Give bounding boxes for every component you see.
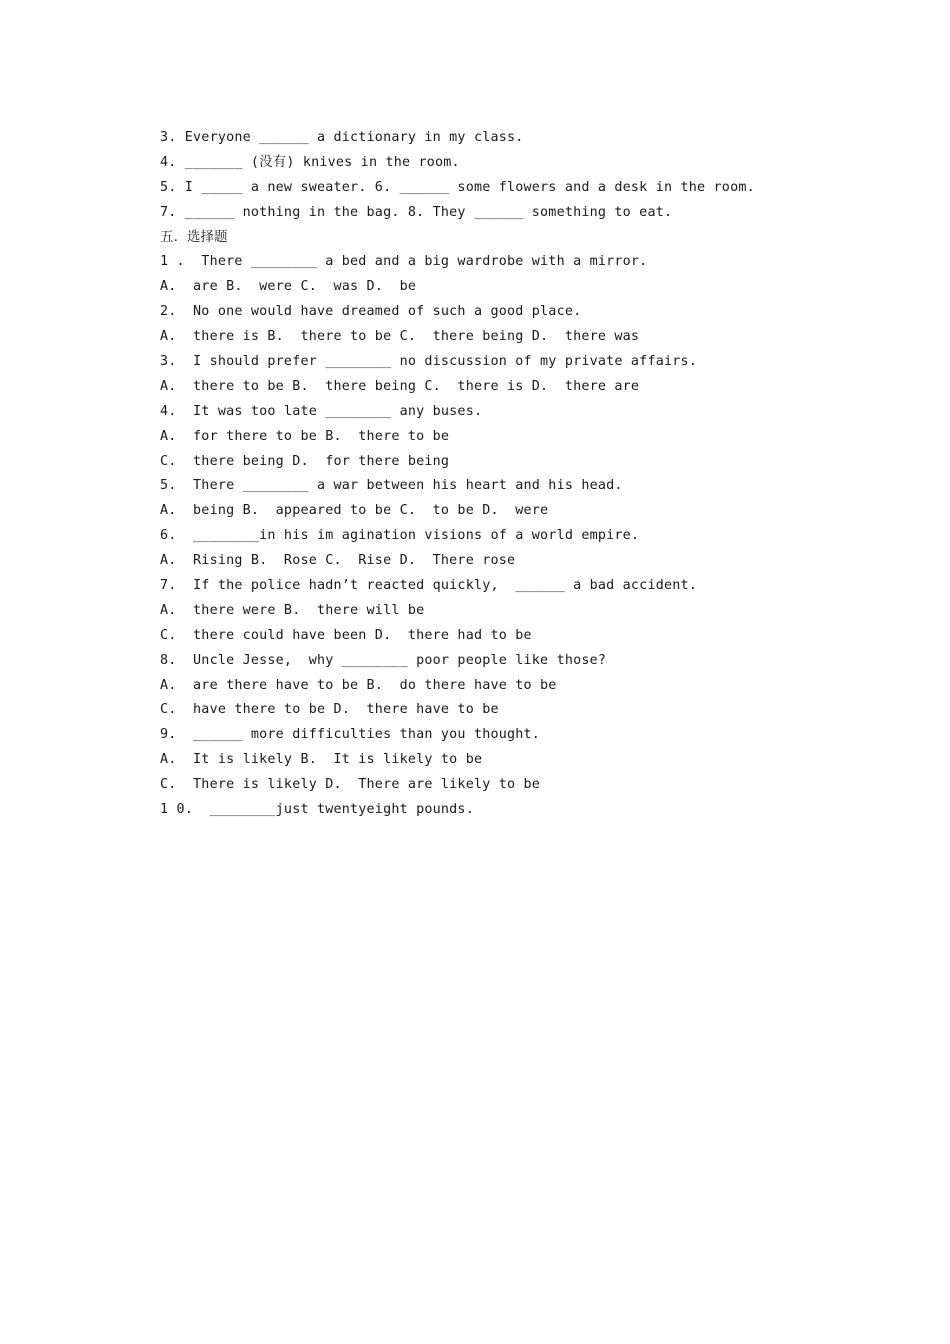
question-7: 7. If the police hadn’t reacted quickly, ______ a bad accident. bbox=[160, 578, 698, 594]
question-9-options-cd: C. There is likely D. There are likely to be bbox=[160, 777, 541, 793]
question-6-options: A. Rising B. Rose C. Rise D. There rose bbox=[160, 553, 516, 569]
question-2: 2. No one would have dreamed of such a good place. bbox=[160, 304, 582, 320]
question-6: 6. ________in his im agination visions of a world empire. bbox=[160, 528, 640, 544]
question-5-options: A. being B. appeared to be C. to be D. were bbox=[160, 503, 549, 519]
section-heading: 五. 选择题 bbox=[160, 229, 228, 245]
question-5: 5. There ________ a war between his heart and his head. bbox=[160, 478, 623, 494]
fill-blank-line-5-6: 5. I _____ a new sweater. 6. ______ some flowers and a desk in the room. bbox=[160, 179, 755, 195]
question-4: 4. It was too late ________ any buses. bbox=[160, 403, 483, 419]
document-page bbox=[160, 126, 880, 823]
question-10: 1 0. ________just twentyeight pounds. bbox=[160, 802, 474, 818]
question-9-options-ab: A. It is likely B. It is likely to be bbox=[160, 752, 483, 768]
question-7-options-ab: A. there were B. there will be bbox=[160, 602, 425, 618]
question-7-options-cd: C. there could have been D. there had to be bbox=[160, 627, 532, 643]
question-4-options-cd: C. there being D. for there being bbox=[160, 453, 450, 469]
fill-blank-line-4: 4. _______ (没有) knives in the room. bbox=[160, 154, 460, 170]
fill-blank-line-7-8: 7. ______ nothing in the bag. 8. They ______ something to eat. bbox=[160, 204, 673, 220]
fill-blank-line-3: 3. Everyone ______ a dictionary in my class. bbox=[160, 130, 524, 145]
question-2-options: A. there is B. there to be C. there being D. there was bbox=[160, 329, 640, 345]
question-8-options-cd: C. have there to be D. there have to be bbox=[160, 702, 499, 718]
question-8-options-ab: A. are there have to be B. do there have to be bbox=[160, 677, 557, 693]
question-1-options: A. are B. were C. was D. be bbox=[160, 279, 417, 295]
question-3: 3. I should prefer ________ no discussion of my private affairs. bbox=[160, 354, 698, 370]
question-1: 1 . There ________ a bed and a big wardrobe with a mirror. bbox=[160, 254, 648, 270]
question-9: 9. ______ more difficulties than you thought. bbox=[160, 727, 541, 743]
question-3-options: A. there to be B. there being C. there is D. there are bbox=[160, 378, 640, 394]
question-8: 8. Uncle Jesse, why ________ poor people like those? bbox=[160, 652, 607, 668]
question-4-options-ab: A. for there to be B. there to be bbox=[160, 428, 450, 444]
